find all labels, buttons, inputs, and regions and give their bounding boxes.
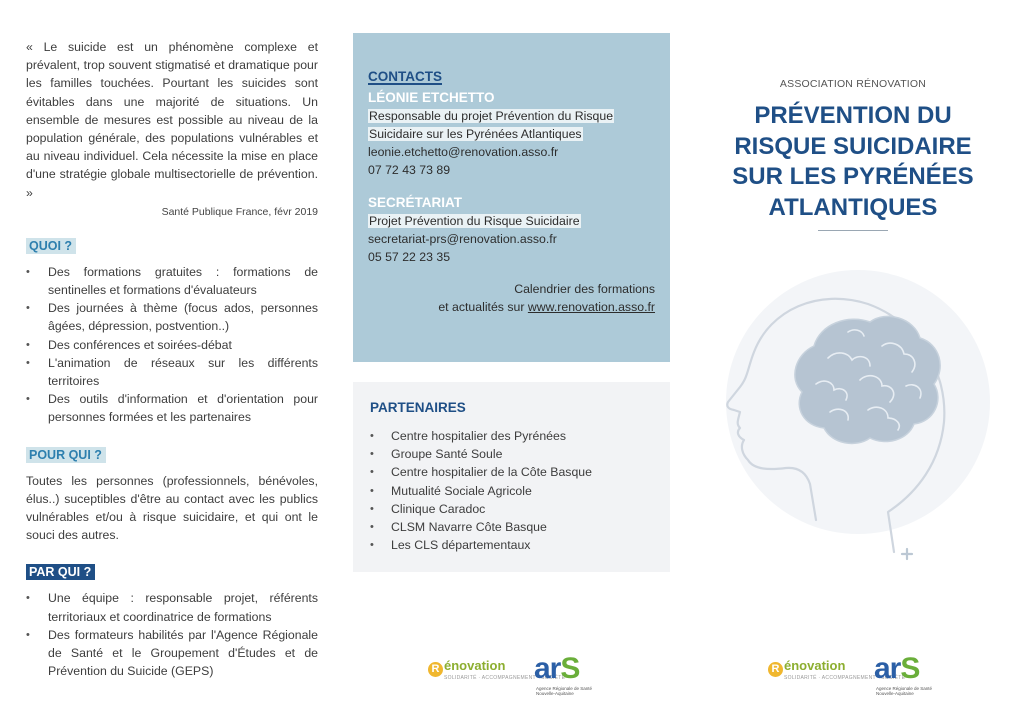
quoi-list: [26, 263, 318, 427]
contacts-panel: [353, 33, 670, 362]
calendar-line2: et actualités sur: [438, 300, 528, 314]
list-item: • Groupe Santé Soule: [370, 445, 654, 463]
contact-phone[interactable]: 07 72 43 73 89: [368, 163, 451, 177]
renovation-r: R: [768, 662, 783, 677]
contacts-heading: CONTACTS: [368, 69, 442, 84]
contact-role: Responsable du projet Prévention du Risque: [369, 109, 614, 123]
ars-tagline: Agence Régionale de Santé Nouvelle-Aquitaine: [536, 686, 593, 696]
quoi-heading: QUOI ?: [26, 238, 76, 254]
list-item: • Mutualité Sociale Agricole: [370, 482, 654, 500]
contact-role: Suicidaire sur les Pyrénées Atlantiques: [369, 127, 582, 141]
list-item: • Une équipe : responsable projet, référents territoriaux et coordinatrice de formations: [26, 589, 318, 625]
pour-qui-heading: POUR QUI ?: [26, 447, 106, 463]
renovation-logo: R énovation: [428, 658, 505, 677]
logos-right: [768, 652, 968, 696]
association-label: ASSOCIATION RÉNOVATION: [779, 78, 927, 90]
plus-icon: [902, 549, 912, 559]
quote-source: Santé Publique France, févr 2019: [161, 205, 318, 218]
contact-name: LÉONIE ETCHETTO: [368, 90, 495, 105]
list-item: • Des formateurs habilités par l'Agence Régionale de Santé et le Groupement d'Études et de Prévention du Suicide (GEPS): [26, 626, 318, 681]
list-item: • Les CLS départementaux: [370, 536, 654, 554]
title-divider: [818, 230, 888, 231]
par-qui-heading: PAR QUI ?: [26, 564, 95, 580]
renovation-r: R: [428, 662, 443, 677]
list-item: • Des conférences et soirées-débat: [26, 336, 318, 354]
calendar-note: [368, 280, 655, 316]
calendar-line1: Calendrier des formations: [514, 282, 655, 296]
pour-qui-text: Toutes les personnes (professionnels, bénévoles, élus..) suceptibles d'être au contact avec les publics vulnérables et/ou à risque suicidaire, et qui ont le souci des autres.: [26, 473, 318, 543]
list-item: • L'animation de réseaux sur les différents territoires: [26, 354, 318, 390]
secretariat-name: SECRÉTARIAT: [368, 195, 462, 210]
renovation-tagline: SOLIDARITÉ · ACCOMPAGNEMENT · SOCIÉTÉ: [784, 675, 906, 681]
list-item: • Des formations gratuites : formations de sentinelles et formations d'évaluateurs: [26, 263, 318, 299]
logos-middle: [428, 652, 628, 696]
secretariat-phone[interactable]: 05 57 22 23 35: [368, 250, 451, 264]
website-link[interactable]: www.renovation.asso.fr: [527, 300, 655, 314]
left-panel: [26, 0, 318, 680]
secretariat-role: Projet Prévention du Risque Suicidaire: [369, 214, 580, 228]
par-qui-list: [26, 589, 318, 680]
head-brain-illustration-icon: [718, 262, 998, 562]
page-title: PRÉVENTION DU RISQUE SUICIDAIRE SUR LES PYRÉNÉES ATLANTIQUES: [732, 102, 974, 221]
renovation-logo: R énovation: [768, 658, 845, 677]
list-item: • Centre hospitalier de la Côte Basque: [370, 463, 654, 481]
partners-list: [370, 427, 654, 554]
list-item: • Des outils d'information et d'orientation pour personnes formées et les partenaires: [26, 390, 318, 426]
list-item: • CLSM Navarre Côte Basque: [370, 518, 654, 536]
ars-logo: arS: [534, 652, 580, 685]
list-item: • Clinique Caradoc: [370, 500, 654, 518]
partners-heading: PARTENAIRES: [370, 400, 466, 415]
ars-logo: arS: [874, 652, 920, 685]
list-item: • Des journées à thème (focus ados, personnes âgées, dépression, postvention..): [26, 299, 318, 335]
contact-email[interactable]: leonie.etchetto@renovation.asso.fr: [368, 145, 559, 159]
renovation-tagline: SOLIDARITÉ · ACCOMPAGNEMENT · SOCIÉTÉ: [444, 675, 566, 681]
secretariat-email[interactable]: secretariat-prs@renovation.asso.fr: [368, 232, 557, 246]
partners-panel: [353, 382, 670, 572]
ars-tagline: Agence Régionale de Santé Nouvelle-Aquitaine: [876, 686, 933, 696]
list-item: • Centre hospitalier des Pyrénées: [370, 427, 654, 445]
quote-text: « Le suicide est un phénomène complexe et prévalent, trop souvent stigmatisé et dramatique pour les familles touchées. Pourtant les suicides sont évitables dans une majorité de situations. Un ensemble de mesures est possible au niveau de la population générale, des populations vulnérables et au niveau individuel. Cela nécessite la mise en place d'une stratégie globale multisectorielle de prévention. »: [26, 40, 318, 200]
